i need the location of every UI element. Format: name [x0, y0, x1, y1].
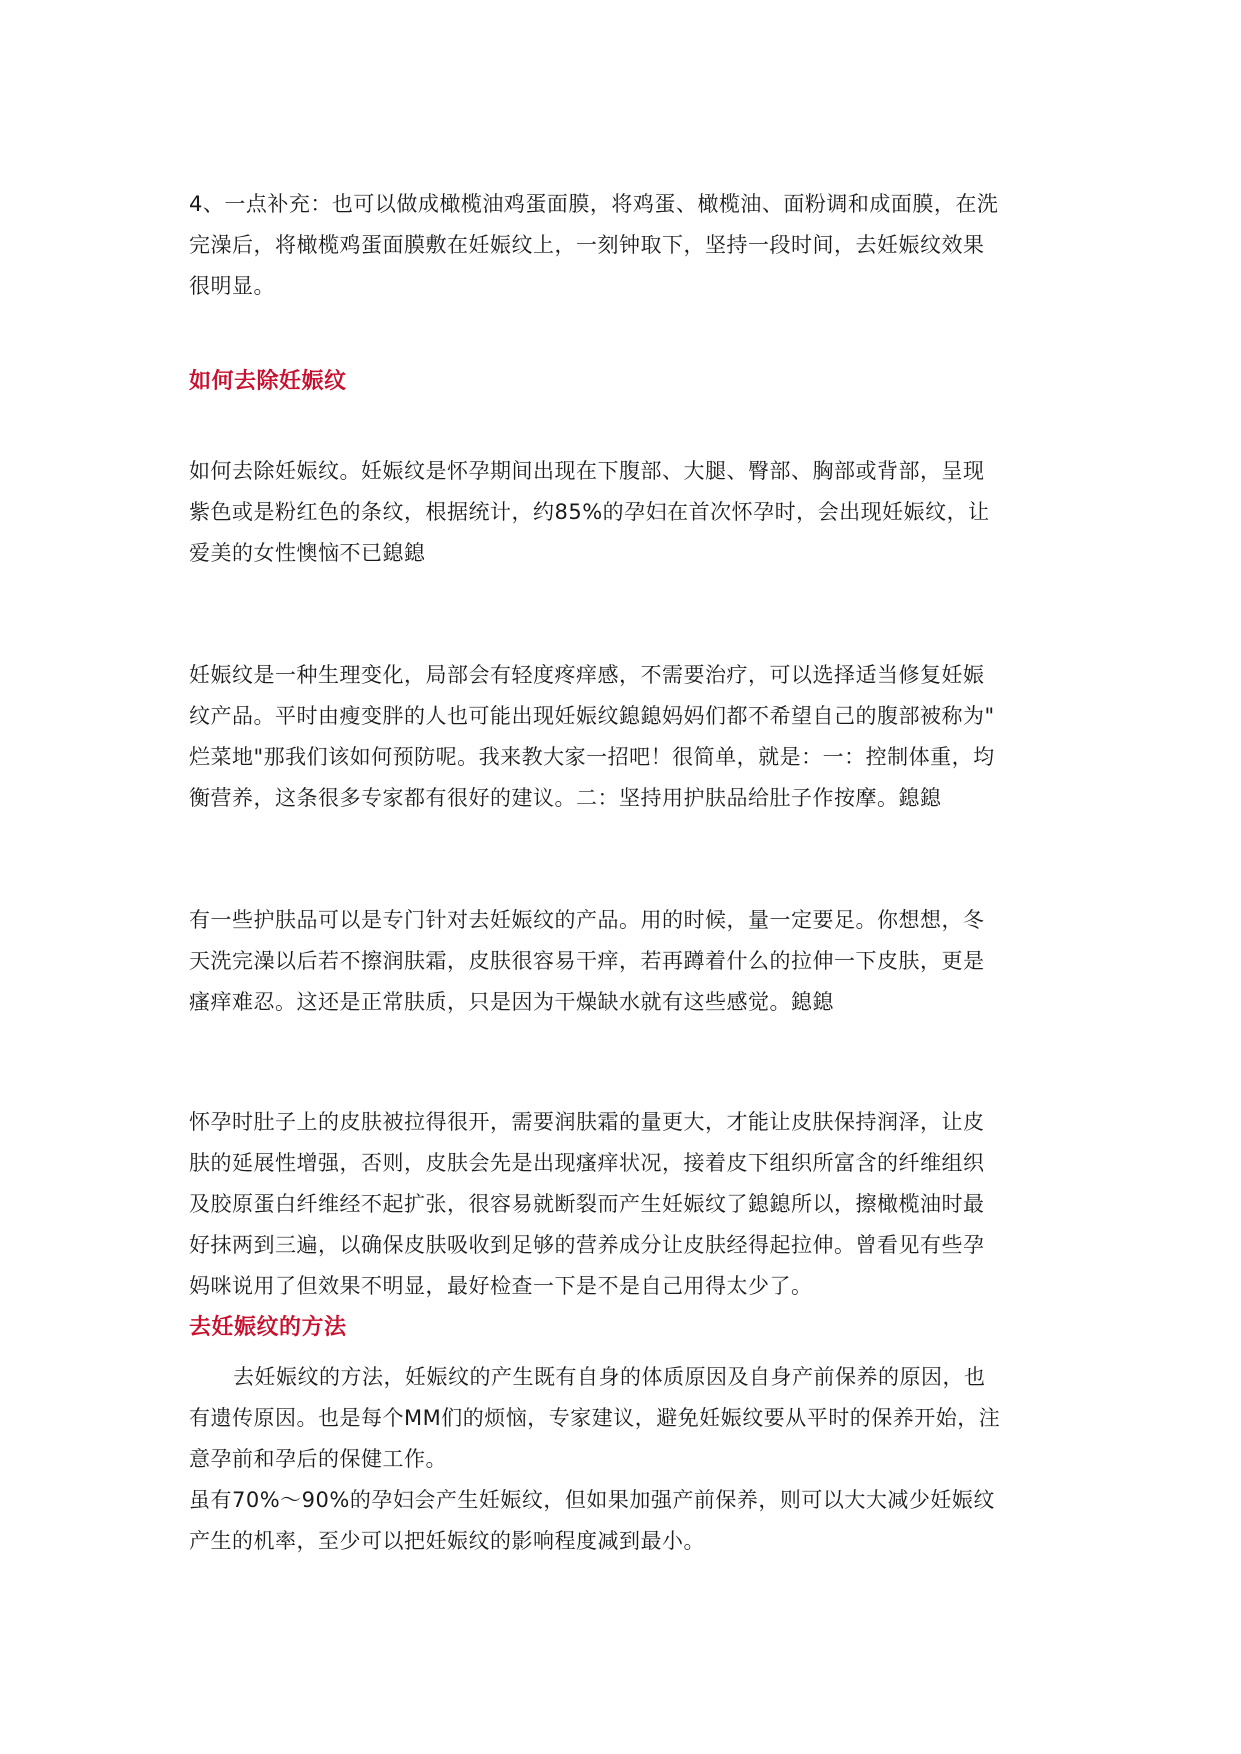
text-line: 有遗传原因。也是每个MM们的烦恼，专家建议，避免妊娠纹要从平时的保养开始，注	[189, 1406, 1001, 1430]
text-line: 衡营养，这条很多专家都有很好的建议。二：坚持用护肤品给肚子作按摩。鎴鎴	[189, 786, 942, 810]
paragraph-physiology	[189, 655, 1059, 819]
text-line: 肤的延展性增强，否则，皮肤会先是出现瘙痒状况，接着皮下组织所富含的纤维组织	[189, 1151, 985, 1175]
text-line: 产生的机率，至少可以把妊娠纹的影响程度减到最小。	[189, 1529, 705, 1553]
paragraph-intro	[189, 451, 1059, 574]
text-line: 4、一点补充：也可以做成橄榄油鸡蛋面膜，将鸡蛋、橄榄油、面粉调和成面膜，在洗	[189, 192, 999, 216]
text-line: 紫色或是粉红色的条纹，根据统计，约85%的孕妇在首次怀孕时，会出现妊娠纹，让	[189, 500, 990, 524]
text-line: 有一些护肤品可以是专门针对去妊娠纹的产品。用的时候，量一定要足。你想想，冬	[189, 908, 985, 932]
text-line: 怀孕时肚子上的皮肤被拉得很开，需要润肤霜的量更大，才能让皮肤保持润泽，让皮	[189, 1110, 985, 1134]
text-line: 去妊娠纹的方法，妊娠纹的产生既有自身的体质原因及自身产前保养的原因，也	[233, 1365, 986, 1389]
text-line: 完澡后，将橄榄鸡蛋面膜敷在妊娠纹上，一刻钟取下，坚持一段时间，去妊娠纹效果	[189, 233, 985, 257]
text-line: 很明显。	[189, 274, 275, 298]
text-line: 如何去除妊娠纹。妊娠纹是怀孕期间出现在下腹部、大腿、臀部、胸部或背部，呈现	[189, 459, 985, 483]
section-heading-remove-stretch-marks: 如何去除妊娠纹	[189, 368, 347, 394]
text-line: 虽有70%～90%的孕妇会产生妊娠纹，但如果加强产前保养，则可以大大减少妊娠纹	[189, 1488, 995, 1512]
text-line: 意孕前和孕后的保健工作。	[189, 1447, 447, 1471]
text-line: 天洗完澡以后若不擦润肤霜，皮肤很容易干痒，若再蹲着什么的拉伸一下皮肤，更是	[189, 949, 985, 973]
paragraph-supplement	[189, 184, 1059, 307]
text-line: 及胶原蛋白纤维经不起扩张，很容易就断裂而产生妊娠纹了鎴鎴所以，擦橄榄油时最	[189, 1192, 985, 1216]
text-line: 好抹两到三遍，以确保皮肤吸收到足够的营养成分让皮肤经得起拉伸。曾看见有些孕	[189, 1233, 985, 1257]
paragraph-pregnancy-skin	[189, 1102, 1059, 1307]
text-line: 纹产品。平时由瘦变胖的人也可能出现妊娠纹鎴鎴妈妈们都不希望自己的腹部被称为"	[189, 704, 995, 728]
paragraph-methods	[189, 1357, 1059, 1562]
text-line: 妈咪说用了但效果不明显，最好检查一下是不是自己用得太少了。	[189, 1274, 813, 1298]
text-line: 爱美的女性懊恼不已鎴鎴	[189, 541, 426, 565]
paragraph-skincare-products	[189, 900, 1059, 1023]
text-line: 瘙痒难忍。这还是正常肤质，只是因为干燥缺水就有这些感觉。鎴鎴	[189, 990, 834, 1014]
section-heading-methods: 去妊娠纹的方法	[189, 1314, 347, 1340]
text-line: 妊娠纹是一种生理变化，局部会有轻度疼痒感，不需要治疗，可以选择适当修复妊娠	[189, 663, 985, 687]
text-line: 烂菜地"那我们该如何预防呢。我来教大家一招吧！很简单，就是：一：控制体重，均	[189, 745, 995, 769]
